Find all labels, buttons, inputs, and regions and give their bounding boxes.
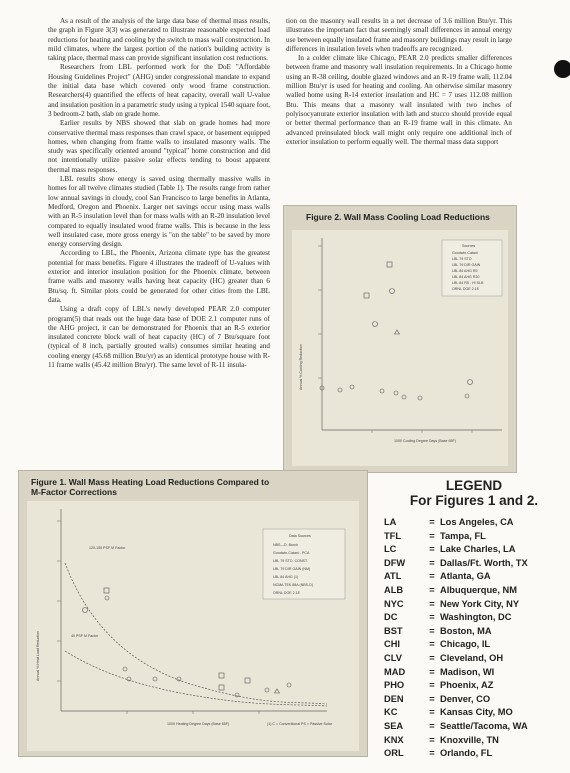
legend-equals: = <box>429 734 435 745</box>
legend-title: LEGEND <box>445 478 503 493</box>
legend-row <box>384 666 564 680</box>
figure-2-plot <box>292 230 508 466</box>
figure-1-title: Figure 1. Wall Mass Heating Load Reductions Compared to M-Factor Corrections <box>31 477 270 497</box>
legend-equals: = <box>429 530 435 541</box>
legend-row <box>384 693 564 707</box>
source-item: LBL 79 STO. CONST. <box>273 559 308 563</box>
legend-abbr: PHO <box>384 680 405 691</box>
legend-row <box>384 598 564 612</box>
paragraph: In a colder climate like Chicago, PEAR 2.0 predicts smaller differences between frame and masonry wall insulation requirements. In a Chicago home using an R-38 ceiling, double glazed windows and an R-19 frame wall, 112.04 million Btu/yr is used for heating and cooling. An otherwise similar masonry walled home using R-14 exterior insulation and HC = 7 uses 112.08 million Btu. This means that a masonry wall insulated with two inches of polyisocyanurate exterior insulation with lath and stucco should provide equal or better thermal performance than an R-19 frame wall in this climate. An advanced preinsulated block wall might only require one additional inch of exterior insulation to perform equally well. The thermal mass data support <box>286 54 512 146</box>
legend-city: Knoxville, TN <box>440 734 499 745</box>
source-item: LBL 84 AHG R5 <box>452 269 478 273</box>
legend-row <box>384 706 564 720</box>
data-markers <box>83 588 292 697</box>
legend-equals: = <box>429 693 435 704</box>
legend-equals: = <box>429 557 435 568</box>
curve-label-low: 40 PSF M Factor <box>71 634 99 638</box>
legend-row <box>384 638 564 652</box>
figure-2-title: Figure 2. Wall Mass Cooling Load Reductions <box>306 212 490 222</box>
legend-abbr: LA <box>384 517 397 527</box>
source-item: LBL 79 DIR GAIN (NM) <box>273 567 311 571</box>
legend-city: Washington, DC <box>440 612 512 623</box>
legend-city: Tampa, FL <box>440 530 486 541</box>
legend-row <box>384 516 564 530</box>
source-item: LBL 79 STO <box>452 257 472 261</box>
legend-abbr: ORL <box>384 748 404 759</box>
legend-equals: = <box>429 625 435 636</box>
legend-row <box>384 611 564 625</box>
legend-row <box>384 570 564 584</box>
m-factor-curve-low <box>65 651 327 706</box>
y-axis-label: Annual % Cooling Reduction <box>299 344 303 390</box>
legend-abbr: SEA <box>384 720 404 731</box>
source-item: NBS—D. Burch <box>273 543 298 547</box>
legend-city: Denver, CO <box>440 693 491 704</box>
legend-abbr: KC <box>384 707 398 718</box>
legend-row <box>384 747 564 761</box>
legend-subtitle: For Figures 1 and 2. <box>409 493 539 508</box>
curve-label-high: 120-155 PSF M Factor <box>89 546 126 550</box>
page-marker-dot <box>554 60 570 78</box>
legend-city: Madison, WI <box>440 666 495 677</box>
paragraph: LBL results show energy is saved using thermally massive walls in homes for all twelve climates studied (Table 1). The results range from rather low annual savings in cloudy, cool San Francisco to large benefits in Atlanta, Medford, Oregon and Phoenix. Larger net savings occur using mass walls with an R-5 insulation level than for mass walls with an R-20 insulation level compared to equally insulated wood frame walls. This is because in the less well insulated case, more gross energy is "on the table" to be saved by more energy conserving design. <box>48 175 270 249</box>
legend-city: Kansas City, MO <box>440 707 513 718</box>
legend-city: Albuquerque, NM <box>440 584 517 595</box>
x-axis-label: 1000 Cooling Degree Days (Base 65F) <box>394 439 456 443</box>
legend-city: Seattle/Tacoma, WA <box>440 720 528 731</box>
source-item: Goodwin-Catani - PCA <box>273 551 310 555</box>
source-item: NCMA TEK 88A (NBS-D) <box>273 583 314 587</box>
legend-equals: = <box>429 571 435 582</box>
paragraph: According to LBL, the Phoenix, Arizona climate type has the greatest potential for mass benefits. Figure 4 illustrates the tradeoff of U-values with exterior and interior insulation position for the Phoenix climate, between frame walls and masonry walls having heat capacity (HC) greater than 6 Btu/sq. ft. Similar plots could be generated for other cities from the LBL data. <box>48 249 270 304</box>
legend-equals: = <box>429 707 435 718</box>
legend-row <box>384 734 564 748</box>
source-item: LBL 84 R5 - HI SLB <box>452 281 484 285</box>
legend-row <box>384 679 564 693</box>
paragraph: Using a draft copy of LBL's newly developed PEAR 2.0 computer program(5) that reads out the huge data base of DOE 2.1 computer runs of the AHG project, it can be demonstrated for Phoenix that an R-5 exterior insulated concrete block wall of heat capacity (HC) of 7 Btu/square foot (typical of 8 inch, partially grouted walls) consumes similar heating and cooling energy (45.68 million Btu/yr) as an identical prototype house with R-11 frame walls (45.42 million Btu/yr). The same level of R-11 insula- <box>48 305 270 369</box>
legend-abbr: ATL <box>384 571 402 582</box>
legend-abbr: DEN <box>384 693 404 704</box>
legend-city: Cleveland, OH <box>440 652 504 663</box>
figure-1-svg <box>27 501 359 751</box>
legend <box>384 478 564 761</box>
source-item: Goodwin-Catani <box>452 251 478 255</box>
sources-title: Data Sources <box>289 534 311 538</box>
paragraph: tion on the masonry wall results in a net decrease of 3.6 million Btu/yr. This illustrates the important fact that seemingly small differences in annual energy use between equally insulated frame and masonry buildings may result in large differences in insulation levels when tradeoffs are recognized. <box>286 17 512 53</box>
legend-row <box>384 584 564 598</box>
legend-equals: = <box>429 639 435 650</box>
legend-abbr: DFW <box>384 557 406 568</box>
legend-equals: = <box>429 517 435 527</box>
figure-1 <box>18 470 368 757</box>
legend-city: New York City, NY <box>440 598 520 609</box>
legend-equals: = <box>429 680 435 691</box>
figure-2-svg <box>292 230 508 466</box>
legend-abbr: CHI <box>384 639 401 650</box>
legend-city: Lake Charles, LA <box>440 544 516 555</box>
legend-city: Phoenix, AZ <box>440 680 494 691</box>
legend-city: Chicago, IL <box>440 639 491 650</box>
legend-abbr: ALB <box>384 584 404 595</box>
paragraph: As a result of the analysis of the large data base of thermal mass results, the graph in Figure 3(3) was generated to illustrate reasonable expected load reductions for heating and cooling by the switch to mass wall construction. In mild climates, where the largest portion of the nation's building activity is taking place, thermal mass can provide significant insulation cost reductions. <box>48 17 270 63</box>
sources-title: Sources <box>462 244 476 248</box>
legend-row <box>384 720 564 734</box>
legend-abbr: TFL <box>384 530 402 541</box>
legend-equals: = <box>429 612 435 623</box>
legend-equals: = <box>429 544 435 555</box>
source-item: LBL 84 AHG (1) <box>273 575 299 579</box>
left-text-column <box>48 17 270 370</box>
legend-equals: = <box>429 720 435 731</box>
legend-equals: = <box>429 748 435 759</box>
legend-abbr: BST <box>384 625 403 636</box>
legend-list <box>384 516 564 761</box>
legend-row <box>384 557 564 571</box>
legend-abbr: CLV <box>384 652 402 663</box>
legend-equals: = <box>429 584 435 595</box>
x-axis-label: 1000 Heating Degree Days (Base 65F) <box>167 722 230 726</box>
legend-row <box>384 652 564 666</box>
legend-equals: = <box>429 598 435 609</box>
paragraph: Researchers from LBL performed work for the DoE "Affordable Housing Guidelines Project" (AHG) under congressional mandate to expand the initial data base which covered only wood frame construction. Researchers(4) quantified the effects of heat capacity, overall wall U-value and insulation position in a parametric study using a typical 1540 square foot, 3 bedroom-2 bath, slab on grade home. <box>48 63 270 118</box>
legend-city: Atlanta, GA <box>440 571 491 582</box>
legend-city: Boston, MA <box>440 625 492 636</box>
legend-city: Orlando, FL <box>440 748 493 759</box>
legend-row <box>384 530 564 544</box>
legend-equals: = <box>429 652 435 663</box>
figure-1-plot <box>27 501 359 751</box>
legend-abbr: MAD <box>384 666 406 677</box>
source-item: LBL 79 DIR GAIN <box>452 263 481 267</box>
source-item: LBL 84 AHG R20 <box>452 275 480 279</box>
figure-2 <box>283 205 517 473</box>
legend-city: Dallas/Ft. Worth, TX <box>440 557 528 568</box>
source-item: ORNL DOE 2.1E <box>452 287 480 291</box>
legend-row <box>384 543 564 557</box>
paragraph: Earlier results by NBS showed that slab on grade homes had more conservative thermal mass responses than crawl space, or basement equipped homes, when changing from frame walls to insulated masonry walls. The study was specifically oriented around "typical" home construction and did not intentionally utilize passive solar effects tending to boost apparent thermal mass responses. <box>48 119 270 174</box>
y-axis-label: Annual % Heat Load Reduction <box>36 630 40 681</box>
footnote: (1) C = Conventional PS = Passive Solar <box>267 722 332 726</box>
legend-abbr: KNX <box>384 734 404 745</box>
source-item: ORNL DOE 2.1E <box>273 591 301 595</box>
legend-abbr: LC <box>384 544 397 555</box>
legend-abbr: DC <box>384 612 398 623</box>
legend-row <box>384 625 564 639</box>
legend-city: Los Angeles, CA <box>440 517 514 527</box>
legend-equals: = <box>429 666 435 677</box>
right-text-column <box>286 17 512 147</box>
legend-abbr: NYC <box>384 598 404 609</box>
